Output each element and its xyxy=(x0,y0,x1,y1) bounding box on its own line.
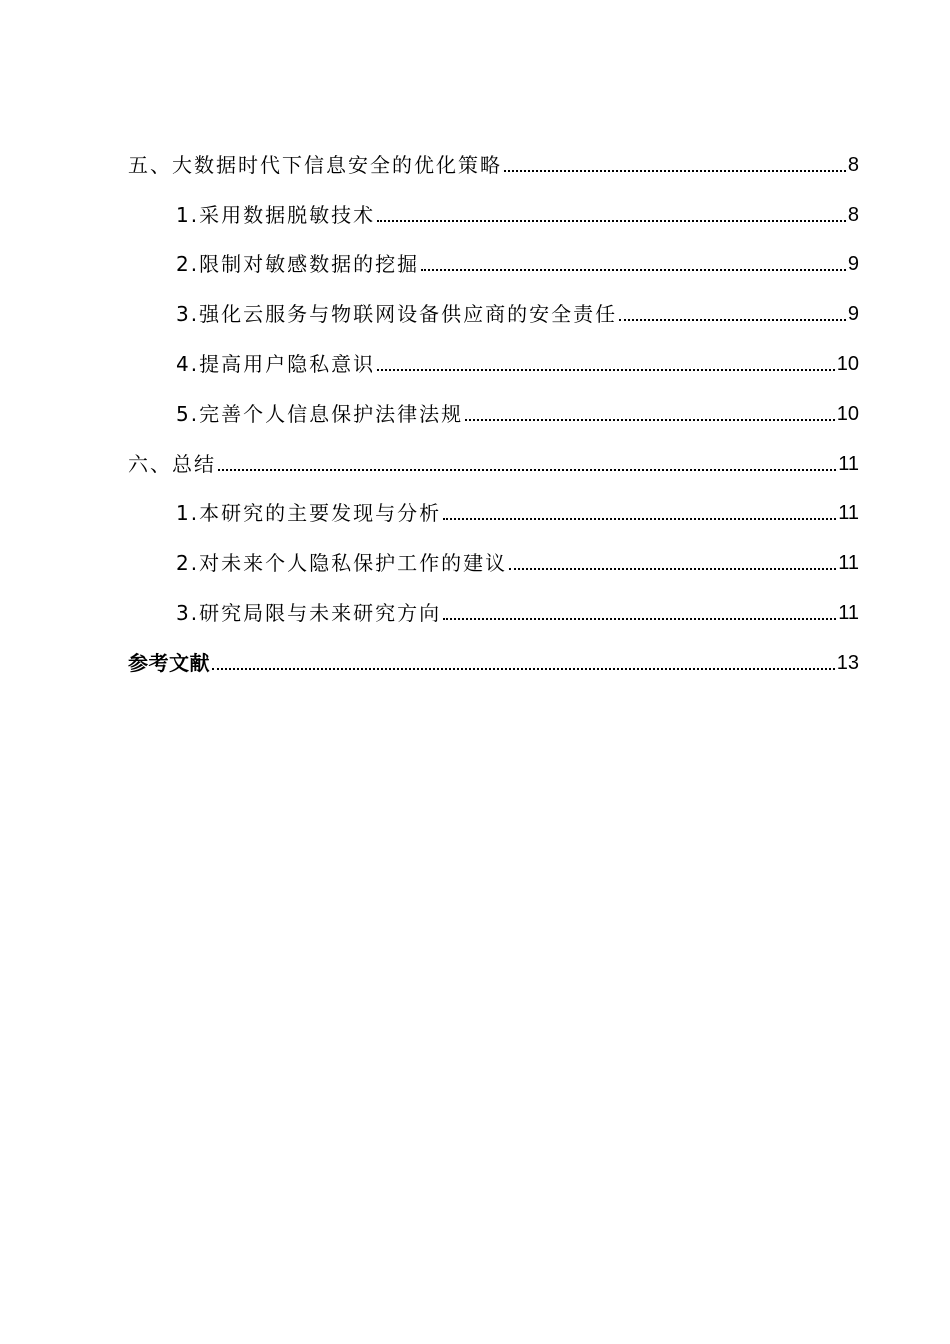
toc-page-number: 11 xyxy=(838,502,859,525)
toc-entry-5-1[interactable] xyxy=(0,178,950,228)
toc-entry-title: 4.提高用户隐私意识 xyxy=(176,351,376,376)
toc-leader-dots xyxy=(218,469,836,471)
toc-leader-dots xyxy=(509,568,836,570)
toc-page-number: 11 xyxy=(838,601,859,624)
toc-entry-title: 1.本研究的主要发现与分析 xyxy=(176,501,442,526)
toc-leader-dots xyxy=(377,369,835,371)
toc-leader-dots xyxy=(443,618,836,620)
toc-leader-dots xyxy=(421,269,846,271)
toc-leader-dots xyxy=(443,518,836,520)
toc-page-number: 9 xyxy=(847,253,859,276)
toc-entry-section-6[interactable] xyxy=(0,427,950,477)
toc-leader-dots xyxy=(465,419,835,421)
toc-page-number: 11 xyxy=(838,552,859,575)
toc-leader-dots xyxy=(377,220,846,222)
toc-page-number: 8 xyxy=(847,153,859,176)
table-of-contents xyxy=(0,128,950,676)
toc-leader-dots xyxy=(504,170,846,172)
toc-entry-title: 五、大数据时代下信息安全的优化策略 xyxy=(128,152,502,177)
toc-entry-6-1[interactable] xyxy=(0,477,950,527)
toc-entry-title: 2.限制对敏感数据的挖掘 xyxy=(176,252,420,277)
toc-entry-5-3[interactable] xyxy=(0,277,950,327)
toc-entry-title: 5.完善个人信息保护法律法规 xyxy=(176,401,464,426)
toc-entry-5-2[interactable] xyxy=(0,228,950,278)
toc-page-number: 10 xyxy=(836,402,859,425)
toc-page-number: 10 xyxy=(836,352,859,375)
toc-page-number: 8 xyxy=(847,203,859,226)
toc-entry-6-2[interactable] xyxy=(0,526,950,576)
toc-entry-section-5[interactable] xyxy=(0,128,950,178)
toc-leader-dots xyxy=(212,668,835,670)
toc-entry-5-4[interactable] xyxy=(0,327,950,377)
toc-entry-title: 2.对未来个人隐私保护工作的建议 xyxy=(176,551,508,576)
toc-page-number: 13 xyxy=(836,651,859,674)
toc-entry-title: 1.采用数据脱敏技术 xyxy=(176,202,376,227)
toc-entry-title: 六、总结 xyxy=(128,451,216,476)
toc-entry-title: 3.研究局限与未来研究方向 xyxy=(176,600,442,625)
toc-page-number: 9 xyxy=(847,303,859,326)
toc-page-number: 11 xyxy=(838,452,859,475)
toc-entry-6-3[interactable] xyxy=(0,576,950,626)
toc-entry-5-5[interactable] xyxy=(0,377,950,427)
toc-entry-title: 参考文献 xyxy=(128,650,210,675)
toc-entry-title: 3.强化云服务与物联网设备供应商的安全责任 xyxy=(176,302,618,327)
toc-entry-references[interactable] xyxy=(0,626,950,676)
toc-leader-dots xyxy=(619,319,846,321)
